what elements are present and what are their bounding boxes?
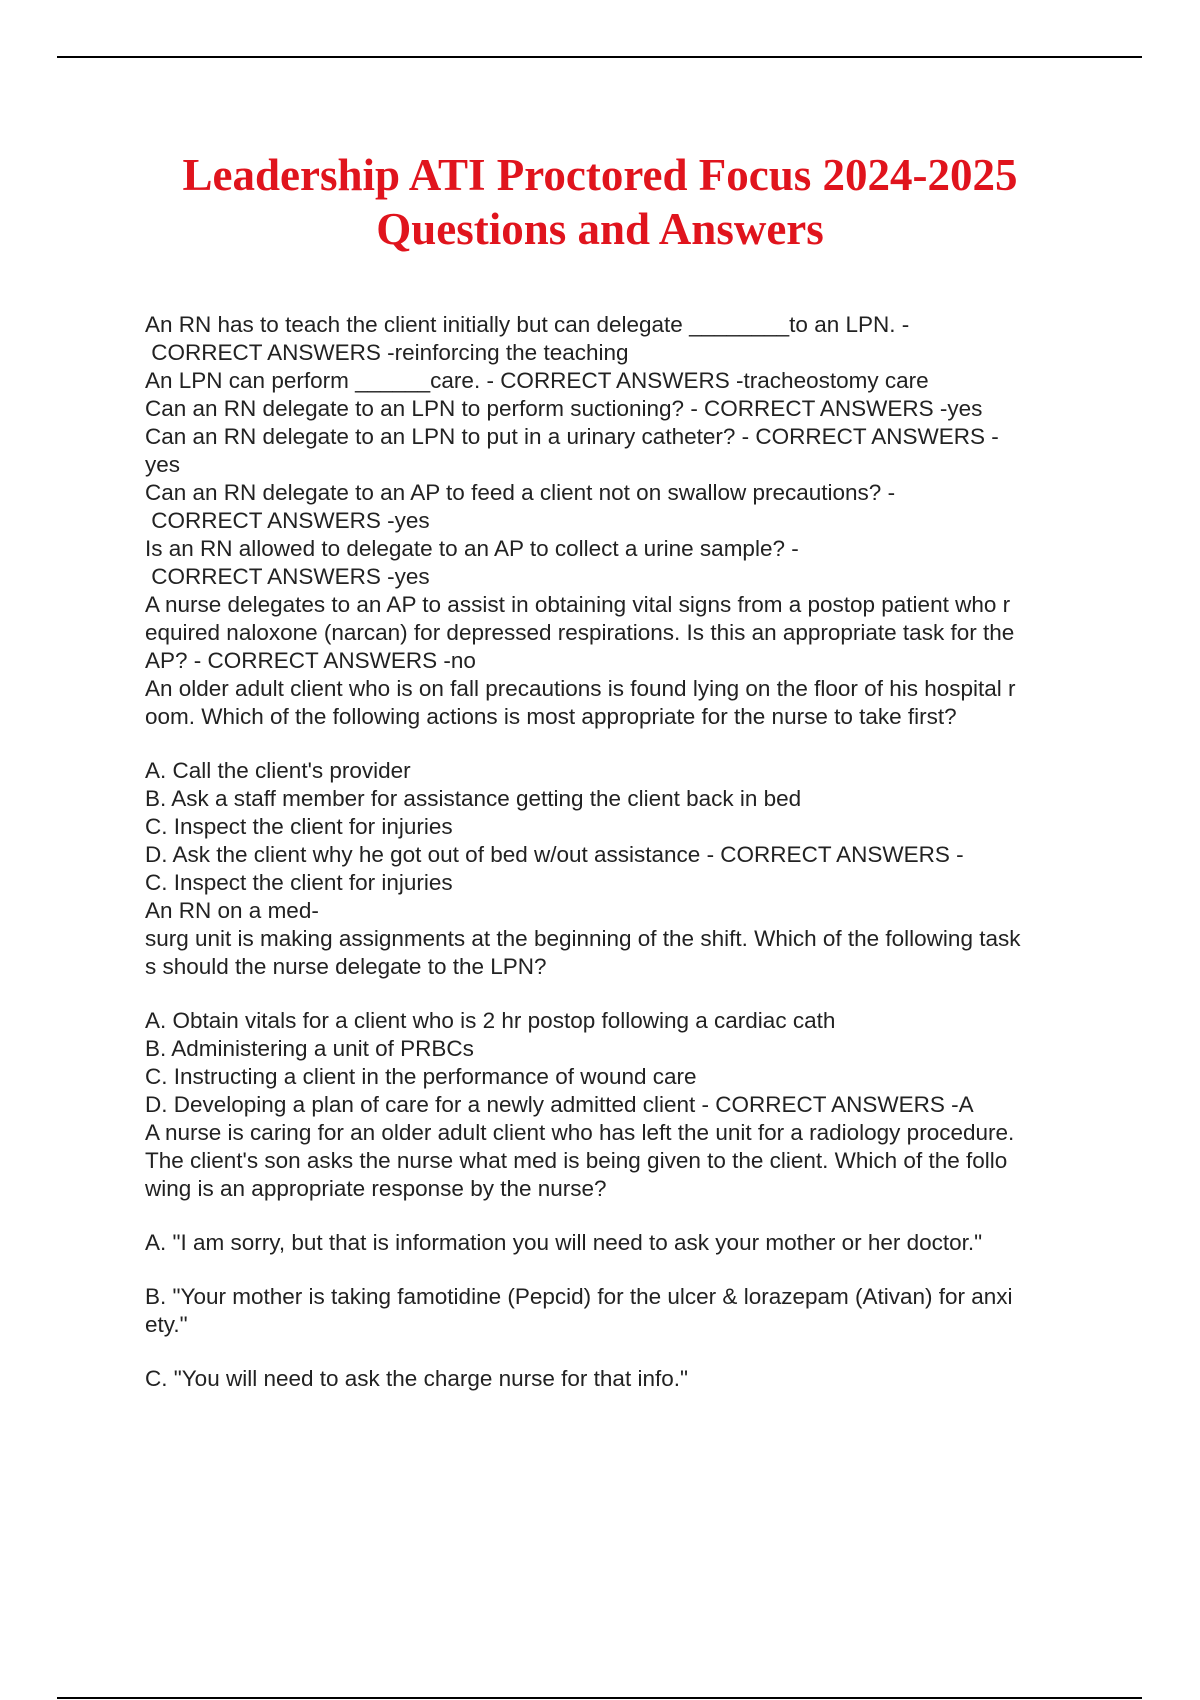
header-rule: [57, 56, 1142, 58]
text-line: D. Ask the client why he got out of bed w/out assistance - CORRECT ANSWERS -: [145, 842, 964, 867]
text-line: surg unit is making assignments at the beginning of the shift. Which of the following task: [145, 926, 1021, 951]
text-line: The client's son asks the nurse what med is being given to the client. Which of the follo: [145, 1148, 1008, 1173]
title-line-1: Leadership ATI Proctored Focus 2024-2025: [182, 150, 1018, 200]
title-line-2: Questions and Answers: [376, 204, 824, 254]
text-line: A. "I am sorry, but that is information you will need to ask your mother or her doctor.": [145, 1230, 983, 1255]
text-line: CORRECT ANSWERS -yes: [145, 508, 430, 533]
text-line: ety.": [145, 1312, 188, 1337]
text-line: oom. Which of the following actions is most appropriate for the nurse to take first?: [145, 704, 957, 729]
text-line: B. Ask a staff member for assistance getting the client back in bed: [145, 786, 802, 811]
text-line: An older adult client who is on fall precautions is found lying on the floor of his hospital r: [145, 676, 1016, 701]
document-title: [100, 148, 1100, 256]
text-line: Is an RN allowed to delegate to an AP to collect a urine sample? -: [145, 536, 799, 561]
text-line: Can an RN delegate to an LPN to put in a urinary catheter? - CORRECT ANSWERS -: [145, 424, 999, 449]
text-line: CORRECT ANSWERS -yes: [145, 564, 430, 589]
text-line: B. "Your mother is taking famotidine (Pepcid) for the ulcer & lorazepam (Ativan) for anxi: [145, 1284, 1013, 1309]
text-line: B. Administering a unit of PRBCs: [145, 1036, 474, 1061]
text-line: An RN on a med-: [145, 898, 319, 923]
text-line: C. "You will need to ask the charge nurse for that info.": [145, 1366, 688, 1391]
text-line: AP? - CORRECT ANSWERS -no: [145, 648, 476, 673]
text-line: A nurse delegates to an AP to assist in obtaining vital signs from a postop patient who r: [145, 592, 1011, 617]
text-line: CORRECT ANSWERS -reinforcing the teaching: [145, 340, 629, 365]
text-line: A. Call the client's provider: [145, 758, 411, 783]
text-line: s should the nurse delegate to the LPN?: [145, 954, 547, 979]
paragraph-gap: [145, 1257, 1105, 1283]
paragraph-gap: [145, 981, 1105, 1007]
text-line: equired naloxone (narcan) for depressed respirations. Is this an appropriate task for the: [145, 620, 1015, 645]
text-line: An LPN can perform ______care. - CORRECT ANSWERS -tracheostomy care: [145, 368, 929, 393]
paragraph-gap: [145, 731, 1105, 757]
text-line: A. Obtain vitals for a client who is 2 hr postop following a cardiac cath: [145, 1008, 836, 1033]
text-line: wing is an appropriate response by the nurse?: [145, 1176, 607, 1201]
text-line: Can an RN delegate to an AP to feed a client not on swallow precautions? -: [145, 480, 896, 505]
text-line: An RN has to teach the client initially but can delegate ________to an LPN. -: [145, 312, 910, 337]
text-line: Can an RN delegate to an LPN to perform suctioning? - CORRECT ANSWERS -yes: [145, 396, 983, 421]
text-line: C. Inspect the client for injuries: [145, 814, 453, 839]
text-line: C. Instructing a client in the performance of wound care: [145, 1064, 697, 1089]
text-line: A nurse is caring for an older adult client who has left the unit for a radiology procedure.: [145, 1120, 1015, 1145]
qa-body: [145, 311, 1105, 1393]
paragraph-gap: [145, 1339, 1105, 1365]
footer-rule: [57, 1697, 1142, 1699]
text-line: yes: [145, 452, 181, 477]
text-line: D. Developing a plan of care for a newly admitted client - CORRECT ANSWERS -A: [145, 1092, 974, 1117]
text-line: C. Inspect the client for injuries: [145, 870, 453, 895]
paragraph-gap: [145, 1203, 1105, 1229]
